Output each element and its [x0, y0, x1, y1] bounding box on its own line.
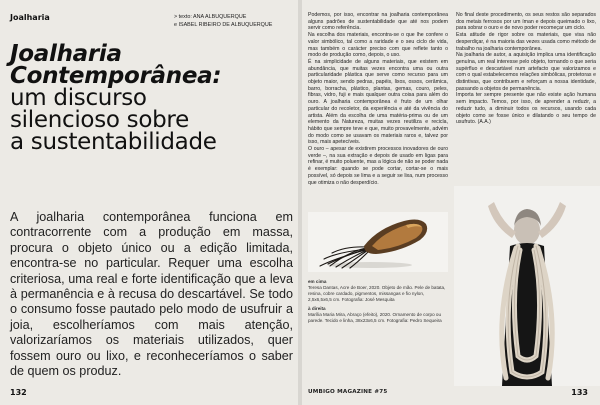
- caption-2-label: à direita: [308, 306, 326, 311]
- credit-line-2: e ISABEL RIBEIRO DE ALBUQUERQUE: [174, 22, 273, 28]
- caption-2-text: Marília Maria Mira, Abraço (efeito), 2020. Ornamento de corpo ou parede. Tecido e linha, 38x23x6,5 cm. Fotografia: Pedro Sequeira: [308, 312, 442, 323]
- paragraph: Importa ter sempre presente que não existe ação humana sem impacto. Temos, por isso, de aprender a reduzir, a reduzir tudo, a diminuir todos os recursos, usando cada objeto como se fosse único e dilatando o seu tempo de usufruto. (A.A.): [456, 92, 596, 126]
- woman-figure-illustration: [454, 186, 600, 386]
- paragraph: Na escolha dos materiais, encontra-se o que lhe confere o valor simbólico, tal como a raridade e o seu ciclo de vida, mas também o carácter preciso com que reflete tanto o modo de produção como, depois, o uso.: [308, 32, 448, 59]
- paragraph: Podemos, por isso, encontrar na joalharia contemporânea alguns padrões de sustentabilidade que até nos podem servir como referência.: [308, 12, 448, 32]
- paragraph: É na simplicidade de alguns materiais, que existem em abundância, que muitas vezes encontra uma ou outra particularidade plástica que serve como recurso para um objeto maior, sendo pedras, papéis, lixos, ossos, cerâmica, barro, borracha, plástico, plantas, gemas, couro, peles, fibras, vidro, fuji e mais qualquer outra coisa para além do ouro. A joalharia contemporânea é fruto de um olhar particular do recoletor, da experiência e até da vivência do artista. Além da escolha de uma matéria-prima ou de um elemento da Natureza, muitas vezes reutiliza e recicla, hábito que sempre teve e que, muito provavelmente, advém do modo como se usavam os materiais raros e, talvez por isso, mais apetecíveis.: [308, 58, 448, 146]
- title-line-3: um discurso: [10, 85, 147, 111]
- paragraph: Na joalharia de autor, a aquisição implica uma identificação genuína, um real interesse pelo objeto, tornando o que seria supérfluo e descartável num artefacto que valorizamos e com o qual estabelecemos relações simbólicas, protetoras e distintivas, que contribuem e reforçam a nossa identidade, passando a objetos de permanência.: [456, 52, 596, 92]
- title-line-2: Contemporânea:: [10, 63, 222, 89]
- column-b: [456, 12, 596, 126]
- jewelry-object-photo: [308, 212, 448, 272]
- paragraph: O ouro – apesar de existirem processos inovadores de ouro verde –, na sua extração e depois de usado em ligas para refinar, é muito poluente, mas a lógica de não se poder nada é exemplar: quando se pode cortar, cortar-se o mais possível, só depois se lima e a seguir se lixa, num processo que otimiza o não desperdício.: [308, 146, 448, 186]
- potato-object-illustration: [308, 212, 448, 272]
- page-number-left: 132: [10, 388, 27, 397]
- lead-paragraph: A joalharia contemporânea funciona em contracorrente com a produção em massa, procura o objeto único ou a edição limitada, encontra-se no particular. Requer uma escolha criteriosa, uma real e forte identificação que a leva à permanência e à recusa do descartável. Se todo o consumo fosse pautado pelo modo de usufruir a joia, escolheríamos com mais atenção, valorizaríamos os materiais utilizados, quer fossem ouro ou lixo, e reconheceríamos o saber de quem os produz.: [10, 210, 293, 379]
- caption-1-text: Teresa Dantas, Acre de Boer, 2020. Objeto de mão. Pele de batata, resina, cobre cardado, pigmentos, missangas e fio nylon, 2,5x6,5x6,5 cm. Fotografia: José Mesquita: [308, 285, 446, 302]
- title-line-1: Joalharia: [10, 41, 122, 67]
- author-credits: [174, 13, 272, 29]
- caption-1-label: em cima: [308, 279, 327, 284]
- section-label: Joalharia: [10, 13, 50, 22]
- column-a: [308, 12, 448, 186]
- model-wearing-piece-photo: [454, 186, 600, 386]
- paragraph: Esta atitude de rigor sobre os materiais, que visa não desperdiçar, é na maioria das vezes usada como método de trabalho na joalharia contemporânea.: [456, 32, 596, 52]
- page-number-right: 133: [571, 388, 588, 397]
- photo-captions: [308, 279, 448, 324]
- paragraph: No final deste procedimento, os seus restos são separados dos metais ferrosos por um íman e depois queimado o lixo, para sobrar o ouro e de novo poder recomeçar um ciclo.: [456, 12, 596, 32]
- left-page: [0, 0, 298, 405]
- title-line-5: a sustentabilidade: [10, 129, 217, 155]
- article-title: [10, 43, 295, 153]
- title-line-4: silencioso sobre: [10, 107, 189, 133]
- magazine-footer: UMBIGO MAGAZINE #75: [308, 389, 388, 395]
- credit-line-1: > texto: ANA ALBUQUERQUE: [174, 14, 247, 20]
- right-page: [302, 0, 600, 405]
